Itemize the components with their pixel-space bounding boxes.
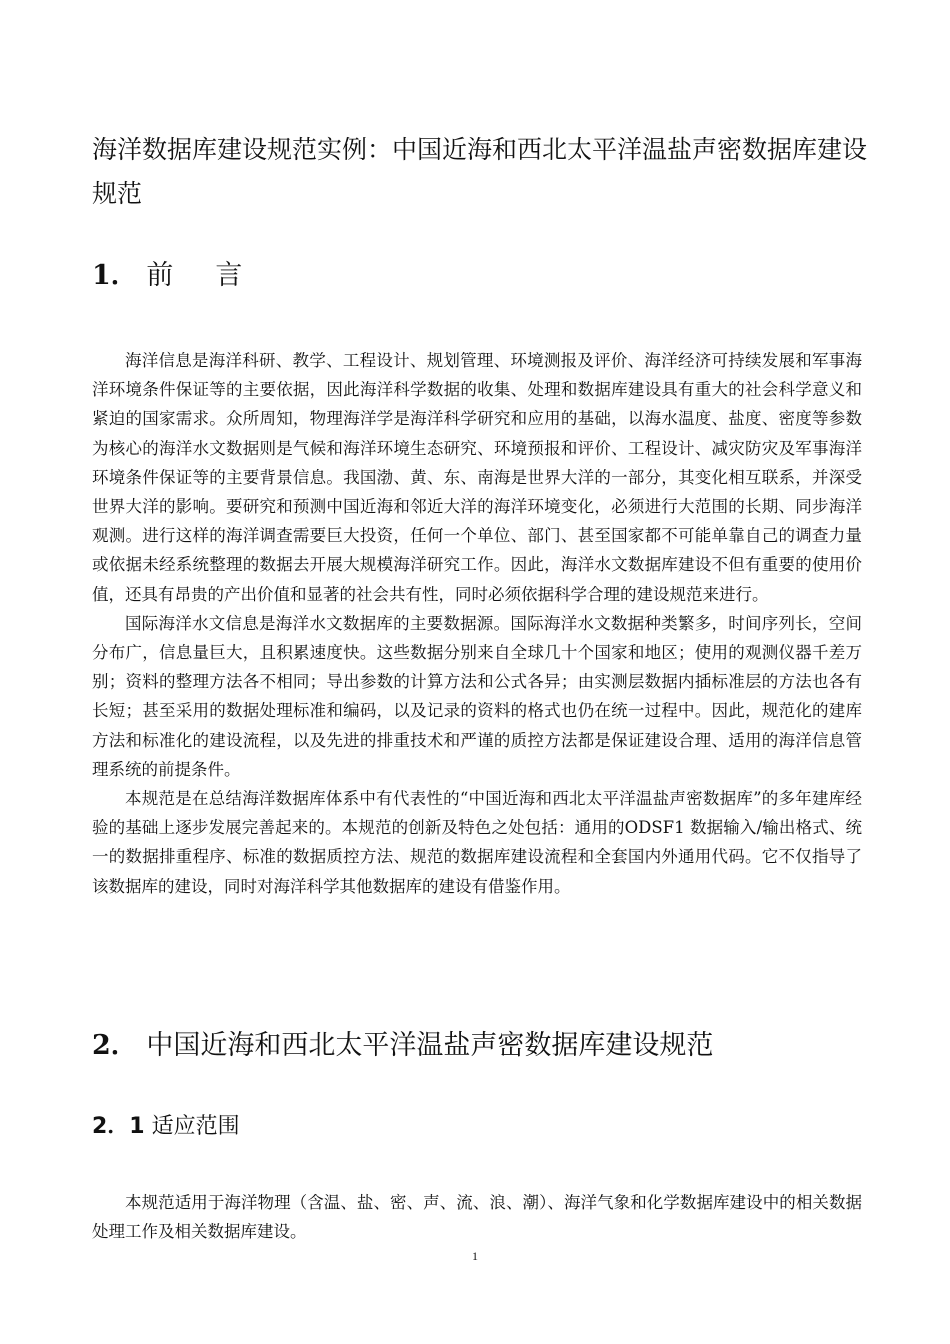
subsection-2-1-heading [92, 1111, 240, 1143]
section-1-body [92, 346, 862, 901]
section-1-title-part-b: 言 [215, 260, 243, 291]
paragraph: 本规范适用于海洋物理（含温、盐、密、声、流、浪、潮）、海洋气象和化学数据库建设中的相关数据处理工作及相关数据库建设。 [92, 1193, 862, 1242]
paragraph: 海洋信息是海洋科研、教学、工程设计、规划管理、环境测报及评价、海洋经济可持续发展和军事海洋环境条件保证等的主要依据，因此海洋科学数据的收集、处理和数据库建设具有重大的社会科学意义和紧迫的国家需求。众所周知，物理海洋学是海洋科学研究和应用的基础，以海水温度、盐度、密度等参数为核心的海洋水文数据则是气候和海洋环境生态研究、环境预报和评价、工程设计、减灾防灾及军事海洋环境条件保证等的主要背景信息。我国渤、黄、东、南海是世界大洋的一部分，其变化相互联系，并深受世界大洋的影响。要研究和预测中国近海和邻近大洋的海洋环境变化，必须进行大范围的长期、同步海洋观测。进行这样的海洋调查需要巨大投资，任何一个单位、部门、甚至国家都不可能单靠自己的调查力量或依据未经系统整理的数据去开展大规模海洋研究工作。因此，海洋水文数据库建设不但有重要的使用价值，还具有昂贵的产出价值和显著的社会共有性，同时必须依据科学合理的建设规范来进行。 [92, 351, 862, 604]
paragraph: 本规范是在总结海洋数据库体系中有代表性的“中国近海和西北太平洋温盐声密数据库”的多年建库经验的基础上逐步发展完善起来的。本规范的创新及特色之处包括：通用的ODSF1 数据输入/输出格式、统一的数据排重程序、标准的数据质控方法、规范的数据库建设流程和全套国内外通用代码。它不仅指导了该数据库的建设，同时对海洋科学其他数据库的建设有借鉴作用。 [92, 789, 862, 896]
document-title: 海洋数据库建设规范实例：中国近海和西北太平洋温盐声密数据库建设规范 [92, 135, 868, 208]
subsection-2-1-body [92, 1188, 862, 1246]
section-2-title: 中国近海和西北太平洋温盐声密数据库建设规范 [146, 1030, 714, 1061]
section-2-number: 2． [92, 1030, 138, 1061]
page-number: 1 [472, 1249, 478, 1263]
section-1-heading [92, 258, 242, 294]
section-2-heading [92, 1028, 713, 1064]
section-1-title-part-a: 前 [146, 260, 174, 291]
subsection-2-1-title: 适应范围 [151, 1114, 240, 1139]
paragraph: 国际海洋水文信息是海洋水文数据库的主要数据源。国际海洋水文数据种类繁多，时间序列长，空间分布广，信息量巨大，且积累速度快。这些数据分别来自全球几十个国家和地区；使用的观测仪器千差万别；资料的整理方法各不相同；导出参数的计算方法和公式各异；由实测层数据内插标准层的方法也各有长短；甚至采用的数据处理标准和编码，以及记录的资料的格式也仍在统一过程中。因此，规范化的建库方法和标准化的建设流程，以及先进的排重技术和严谨的质控方法都是保证建设合理、适用的海洋信息管理系统的前提条件。 [92, 613, 862, 779]
subsection-2-1-number: 2．1 [92, 1114, 145, 1139]
section-1-number: 1． [92, 260, 138, 291]
